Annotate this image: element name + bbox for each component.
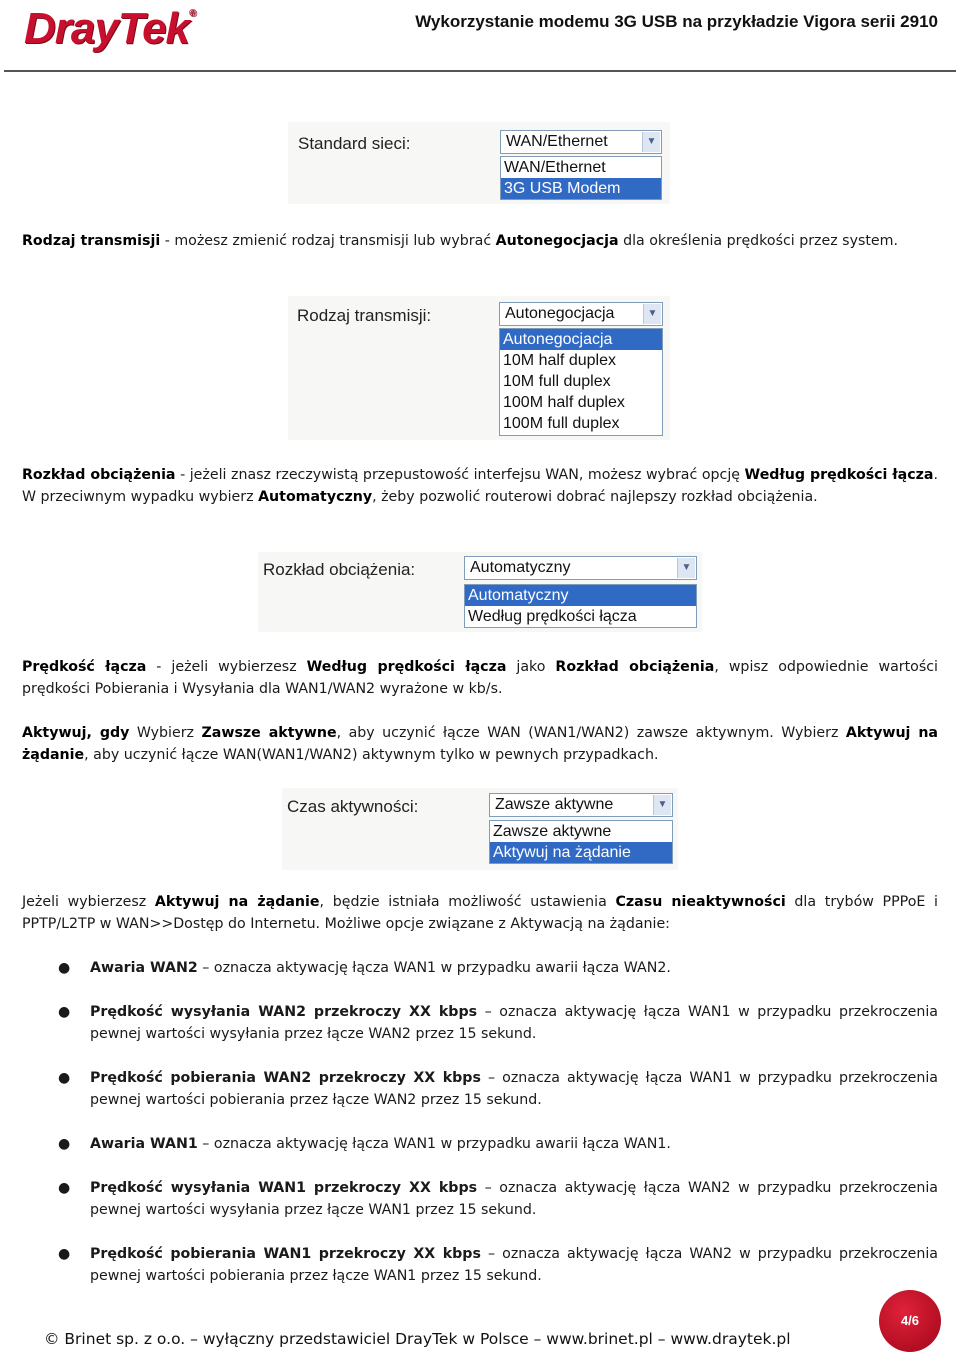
page-header — [0, 0, 960, 74]
option-10m-full-duplex[interactable]: 10M full duplex — [503, 373, 611, 390]
paragraph-rozklad-obciazenia: Rozkład obciążenia - jeżeli znasz rzeczywistą przepustowość interfejsu WAN, możesz wybrać opcję Według prędkości łącza. W przeciwnym wypadku wybierz Automatyczny, żeby pozwolić routerowi dobrać najlepszy rozkład obciążenia. — [22, 467, 938, 505]
document-title: Wykorzystanie modemu 3G USB na przykładzie Vigora serii 2910 — [415, 12, 938, 31]
screenshot-rozklad-obciazenia — [258, 552, 702, 632]
chevron-down-icon[interactable]: ▼ — [653, 795, 671, 815]
czas-aktywnosci-select[interactable]: Zawsze aktywne ▼ — [489, 793, 673, 817]
czas-aktywnosci-options — [489, 820, 673, 864]
rodzaj-transmisji-select[interactable]: Autonegocjacja ▼ — [499, 302, 663, 326]
standard-sieci-options — [500, 156, 662, 200]
page-footer — [0, 1313, 960, 1356]
draytek-logo: DrayTek® — [24, 4, 196, 53]
paragraph-rodzaj-transmisji: Rodzaj transmisji - możesz zmienić rodzaj transmisji lub wybrać Autonegocjacja dla określenia prędkości przez system. — [22, 233, 898, 249]
czas-aktywnosci-label: Czas aktywności: — [287, 797, 419, 816]
rozklad-obciazenia-select[interactable]: Automatyczny ▼ — [464, 556, 697, 580]
option-100m-half-duplex[interactable]: 100M half duplex — [503, 394, 625, 411]
list-item: ● Prędkość wysyłania WAN1 przekroczy XX kbps – oznacza aktywację łącza WAN2 w przypadku przekroczenia pewnej wartości wysyłania przez łącze WAN1 przez 15 sekund. — [90, 1177, 938, 1221]
paragraph-aktywuj-gdy: Aktywuj, gdy Wybierz Zawsze aktywne, aby uczynić łącze WAN (WAN1/WAN2) zawsze aktywnym. Wybierz Aktywuj na żądanie, aby uczynić łącze WAN(WAN1/WAN2) aktywnym tylko w pewnych przypadkach. — [22, 725, 938, 763]
paragraph-aktywuj-na-zadanie: Jeżeli wybierzesz Aktywuj na żądanie, będzie istniała możliwość ustawienia Czasu nieaktywności dla trybów PPPoE i PPTP/L2TP w WAN>>Dostęp do Internetu. Możliwe opcje związane z Aktywacją na żądanie: — [22, 894, 938, 932]
option-100m-full-duplex[interactable]: 100M full duplex — [503, 415, 620, 432]
header-divider — [4, 70, 956, 72]
standard-sieci-label: Standard sieci: — [298, 134, 411, 153]
list-item: ● Prędkość pobierania WAN2 przekroczy XX kbps – oznacza aktywację łącza WAN1 w przypadku przekroczenia pewnej wartości pobierania przez łącze WAN2 przez 15 sekund. — [90, 1067, 938, 1111]
option-zawsze-aktywne[interactable]: Zawsze aktywne — [493, 823, 612, 840]
bullet-icon: ● — [58, 1004, 71, 1020]
chevron-down-icon[interactable]: ▼ — [642, 132, 660, 152]
screenshot-czas-aktywnosci — [282, 788, 678, 870]
option-automatyczny[interactable]: Automatyczny — [465, 585, 696, 606]
standard-sieci-select[interactable]: WAN/Ethernet ▼ — [500, 130, 662, 154]
rodzaj-transmisji-options — [499, 328, 663, 436]
option-aktywuj-na-zadanie[interactable]: Aktywuj na żądanie — [490, 842, 672, 863]
page-number-badge: 4/6 — [879, 1290, 941, 1352]
bullet-icon: ● — [58, 1070, 71, 1086]
list-item: ● Awaria WAN2 – oznacza aktywację łącza WAN1 w przypadku awarii łącza WAN2. — [90, 957, 938, 979]
list-item: ● Awaria WAN1 – oznacza aktywację łącza WAN1 w przypadku awarii łącza WAN1. — [90, 1133, 938, 1155]
chevron-down-icon[interactable]: ▼ — [643, 304, 661, 324]
bullet-icon: ● — [58, 1246, 71, 1262]
screenshot-standard-sieci — [288, 122, 670, 204]
option-3g-usb-modem[interactable]: 3G USB Modem — [501, 178, 661, 199]
option-autonegocjacja[interactable]: Autonegocjacja — [500, 329, 662, 350]
option-10m-half-duplex[interactable]: 10M half duplex — [503, 352, 616, 369]
option-wan-ethernet[interactable]: WAN/Ethernet — [504, 159, 606, 176]
paragraph-predkosc-lacza: Prędkość łącza - jeżeli wybierzesz Według prędkości łącza jako Rozkład obciążenia, wpisz odpowiednie wartości prędkości Pobierania i Wysyłania dla WAN1/WAN2 wyrażone w kb/s. — [22, 659, 938, 697]
footer-copyright: © Brinet sp. z o.o. – wyłączny przedstawiciel DrayTek w Polsce – www.brinet.pl – www.draytek.pl — [44, 1330, 791, 1348]
list-item: ● Prędkość wysyłania WAN2 przekroczy XX kbps – oznacza aktywację łącza WAN1 w przypadku przekroczenia pewnej wartości wysyłania przez łącze WAN2 przez 15 sekund. — [90, 1001, 938, 1045]
rodzaj-transmisji-label: Rodzaj transmisji: — [297, 306, 432, 325]
rozklad-obciazenia-label: Rozkład obciążenia: — [263, 560, 416, 579]
bullet-icon: ● — [58, 1180, 71, 1196]
bullet-icon: ● — [58, 960, 71, 976]
chevron-down-icon[interactable]: ▼ — [677, 558, 695, 578]
option-wedlug-predkosci-lacza[interactable]: Według prędkości łącza — [468, 608, 637, 625]
bullet-icon: ● — [58, 1136, 71, 1152]
rozklad-obciazenia-options — [464, 584, 697, 628]
screenshot-rodzaj-transmisji — [288, 296, 670, 440]
list-item: ● Prędkość pobierania WAN1 przekroczy XX kbps – oznacza aktywację łącza WAN2 w przypadku przekroczenia pewnej wartości pobierania przez łącze WAN1 przez 15 sekund. — [90, 1243, 938, 1287]
